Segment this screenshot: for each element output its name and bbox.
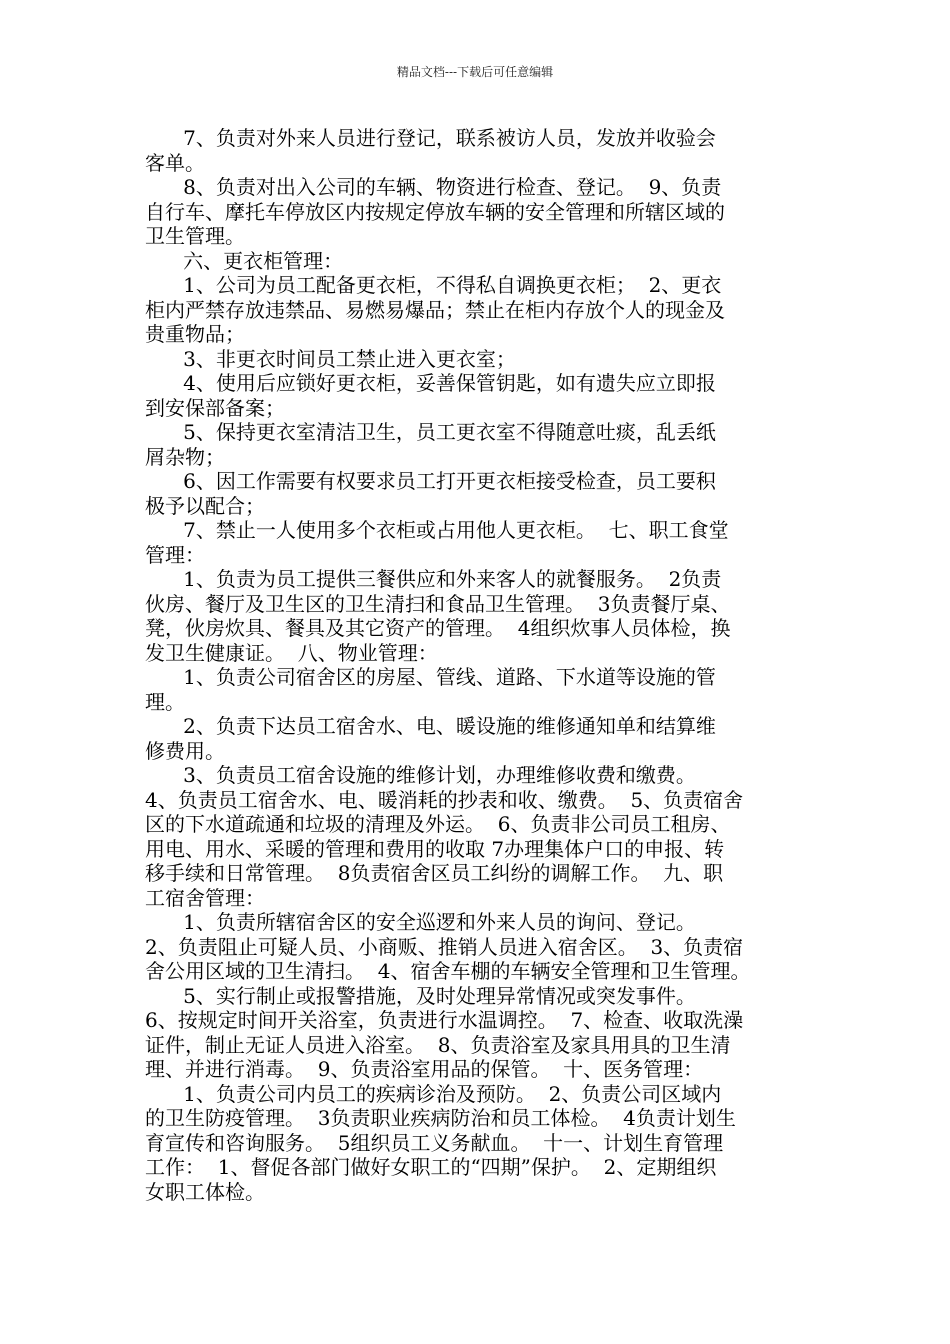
text-line: 1、负责所辖宿舍区的安全巡逻和外来人员的询问、登记。 bbox=[145, 910, 696, 934]
text-line: 区的下水道疏通和垃圾的清理及外运。 6、负责非公司员工租房、 bbox=[145, 812, 731, 836]
text-line: 舍公用区域的卫生清扫。 4、宿舍车棚的车辆安全管理和卫生管理。 bbox=[145, 959, 751, 983]
section-heading: 六、更衣柜管理： bbox=[145, 248, 344, 273]
text-line: 1、负责为员工提供三餐供应和外来客人的就餐服务。 2负责 bbox=[145, 567, 722, 591]
text-line: 2、负责下达员工宿舍水、电、暖设施的维修通知单和结算维 bbox=[145, 714, 716, 738]
text-line: 自行车、摩托车停放区内按规定停放车辆的安全管理和所辖区域的 bbox=[145, 199, 725, 224]
text-line: 移手续和日常管理。 8负责宿舍区员工纠纷的调解工作。 九、职 bbox=[145, 861, 724, 885]
text-line: 伙房、餐厅及卫生区的卫生清扫和食品卫生管理。 3负责餐厅桌、 bbox=[145, 591, 731, 616]
text-line: 卫生管理。 bbox=[145, 224, 245, 248]
text-line: 3、非更衣时间员工禁止进入更衣室； bbox=[145, 346, 516, 371]
text-line: 7、负责对外来人员进行登记，联系被访人员，发放并收验会 bbox=[145, 126, 716, 150]
text-line: 3、负责员工宿舍设施的维修计划，办理维修收费和缴费。 bbox=[145, 763, 696, 787]
text-line: 女职工体检。 bbox=[145, 1179, 265, 1204]
text-line: 理、并进行消毒。 9、负责浴室用品的保管。 十、医务管理： bbox=[145, 1057, 704, 1081]
text-line: 管理： bbox=[145, 542, 205, 567]
text-line: 6、按规定时间开关浴室，负责进行水温调控。 7、检查、收取洗澡 bbox=[145, 1008, 744, 1032]
text-line: 5、实行制止或报警措施，及时处理异常情况或突发事件。 bbox=[145, 983, 696, 1008]
text-line: 1、负责公司宿舍区的房屋、管线、道路、下水道等设施的管 bbox=[145, 665, 716, 689]
text-line: 2、负责阻止可疑人员、小商贩、推销人员进入宿舍区。 3、负责宿 bbox=[145, 934, 744, 959]
text-line: 1、公司为员工配备更衣柜，不得私自调换更衣柜； 2、更衣 bbox=[145, 273, 722, 297]
text-line: 凳，伙房炊具、餐具及其它资产的管理。 4组织炊事人员体检，换 bbox=[145, 616, 731, 640]
text-line: 6、因工作需要有权要求员工打开更衣柜接受检查，员工要积 bbox=[145, 469, 716, 493]
text-line: 育宣传和咨询服务。 5组织员工义务献血。 十一、计划生育管理 bbox=[145, 1130, 724, 1155]
text-line: 发卫生健康证。 八、物业管理： bbox=[145, 640, 438, 665]
text-line: 1、负责公司内员工的疾病诊治及预防。 2、负责公司区域内 bbox=[145, 1081, 722, 1106]
text-line: 到安保部备案； bbox=[145, 395, 285, 420]
text-line: 理。 bbox=[145, 689, 185, 714]
text-line: 4、负责员工宿舍水、电、暖消耗的抄表和收、缴费。 5、负责宿舍 bbox=[145, 787, 744, 812]
text-line: 修费用。 bbox=[145, 738, 225, 763]
text-line: 证件，制止无证人员进入浴室。 8、负责浴室及家具用具的卫生清 bbox=[145, 1032, 731, 1057]
text-line: 极予以配合； bbox=[145, 493, 265, 518]
document-body bbox=[145, 126, 809, 1204]
text-line: 屑杂物； bbox=[145, 444, 225, 469]
text-line: 8、负责对出入公司的车辆、物资进行检查、登记。 9、负责 bbox=[145, 175, 722, 199]
text-line: 工作： 1、督促各部门做好女职工的“四期”保护。 2、定期组织 bbox=[145, 1155, 717, 1179]
text-line: 用电、用水、采暖的管理和费用的收取 7办理集体户口的申报、转 bbox=[145, 836, 725, 861]
text-line: 柜内严禁存放违禁品、易燃易爆品；禁止在柜内存放个人的现金及 bbox=[145, 297, 725, 322]
text-line: 5、保持更衣室清洁卫生，员工更衣室不得随意吐痰，乱丢纸 bbox=[145, 420, 716, 444]
text-line: 的卫生防疫管理。 3负责职业疾病防治和员工体检。 4负责计划生 bbox=[145, 1106, 736, 1130]
page-header: 精品文档---下载后可任意编辑 bbox=[396, 65, 554, 79]
text-line: 贵重物品； bbox=[145, 322, 245, 346]
text-line: 7、禁止一人使用多个衣柜或占用他人更衣柜。 七、职工食堂 bbox=[145, 518, 729, 542]
text-line: 工宿舍管理： bbox=[145, 885, 265, 910]
text-line: 客单。 bbox=[145, 150, 205, 175]
text-line: 4、使用后应锁好更衣柜，妥善保管钥匙，如有遗失应立即报 bbox=[145, 371, 716, 395]
